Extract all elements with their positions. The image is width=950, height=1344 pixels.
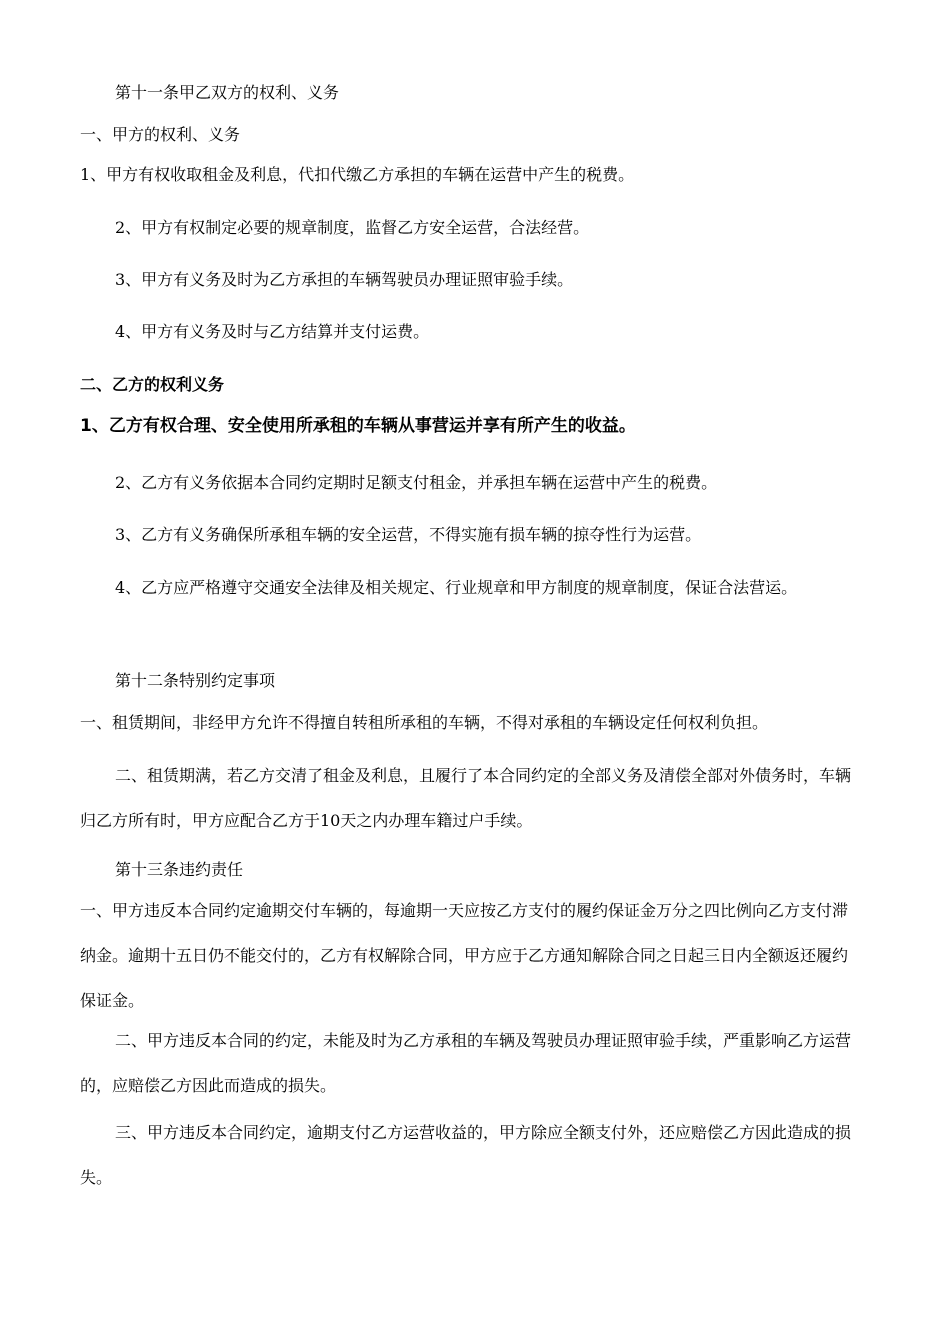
- party-b-clause-4: 4、乙方应严格遵守交通安全法律及相关规定、行业规章和甲方制度的规章制度，保证合法营运。: [115, 578, 798, 597]
- party-b-section-heading: 二、乙方的权利义务: [80, 375, 225, 394]
- party-b-clause-3: 3、乙方有义务确保所承租车辆的安全运营，不得实施有损车辆的掠夺性行为运营。: [115, 525, 702, 544]
- party-a-clause-1: 1、甲方有权收取租金及利息，代扣代缴乙方承担的车辆在运营中产生的税费。: [80, 165, 635, 184]
- party-a-clause-4: 4、甲方有义务及时与乙方结算并支付运费。: [115, 322, 430, 341]
- party-a-clause-2: 2、甲方有权制定必要的规章制度，监督乙方安全运营，合法经营。: [115, 218, 590, 237]
- article-11-heading: 第十一条甲乙双方的权利、义务: [115, 83, 340, 102]
- party-a-clause-3: 3、甲方有义务及时为乙方承担的车辆驾驶员办理证照审验手续。: [115, 270, 574, 289]
- article-13-clause-2: 二、甲方违反本合同的约定，未能及时为乙方承租的车辆及驾驶员办理证照审验手续，严重影响乙方运营的，应赔偿乙方因此而造成的损失。: [80, 1031, 852, 1095]
- article-12-heading: 第十二条特别约定事项: [115, 671, 276, 690]
- article-12-clause-1: 一、租赁期间，非经甲方允许不得擅自转租所承租的车辆，不得对承租的车辆设定任何权利负担。: [80, 713, 769, 732]
- article-12-clause-2: 二、租赁期满，若乙方交清了租金及利息，且履行了本合同约定的全部义务及清偿全部对外债务时，车辆归乙方所有时，甲方应配合乙方于10天之内办理车籍过户手续。: [80, 766, 852, 830]
- article-13-heading: 第十三条违约责任: [115, 860, 244, 879]
- article-13-clause-1: 一、甲方违反本合同约定逾期交付车辆的，每逾期一天应按乙方支付的履约保证金万分之四比例向乙方支付滞纳金。逾期十五日仍不能交付的，乙方有权解除合同，甲方应于乙方通知解除合同之日起三日内全额返还履约保证金。: [80, 901, 849, 1010]
- party-b-clause-2: 2、乙方有义务依据本合同约定期时足额支付租金，并承担车辆在运营中产生的税费。: [115, 473, 718, 492]
- article-13-clause-3: 三、甲方违反本合同约定，逾期支付乙方运营收益的，甲方除应全额支付外，还应赔偿乙方因此造成的损失。: [80, 1123, 852, 1187]
- party-b-clause-1: 1、乙方有权合理、安全使用所承租的车辆从事营运并享有所产生的收益。: [80, 416, 636, 436]
- party-a-section-heading: 一、甲方的权利、义务: [80, 125, 241, 144]
